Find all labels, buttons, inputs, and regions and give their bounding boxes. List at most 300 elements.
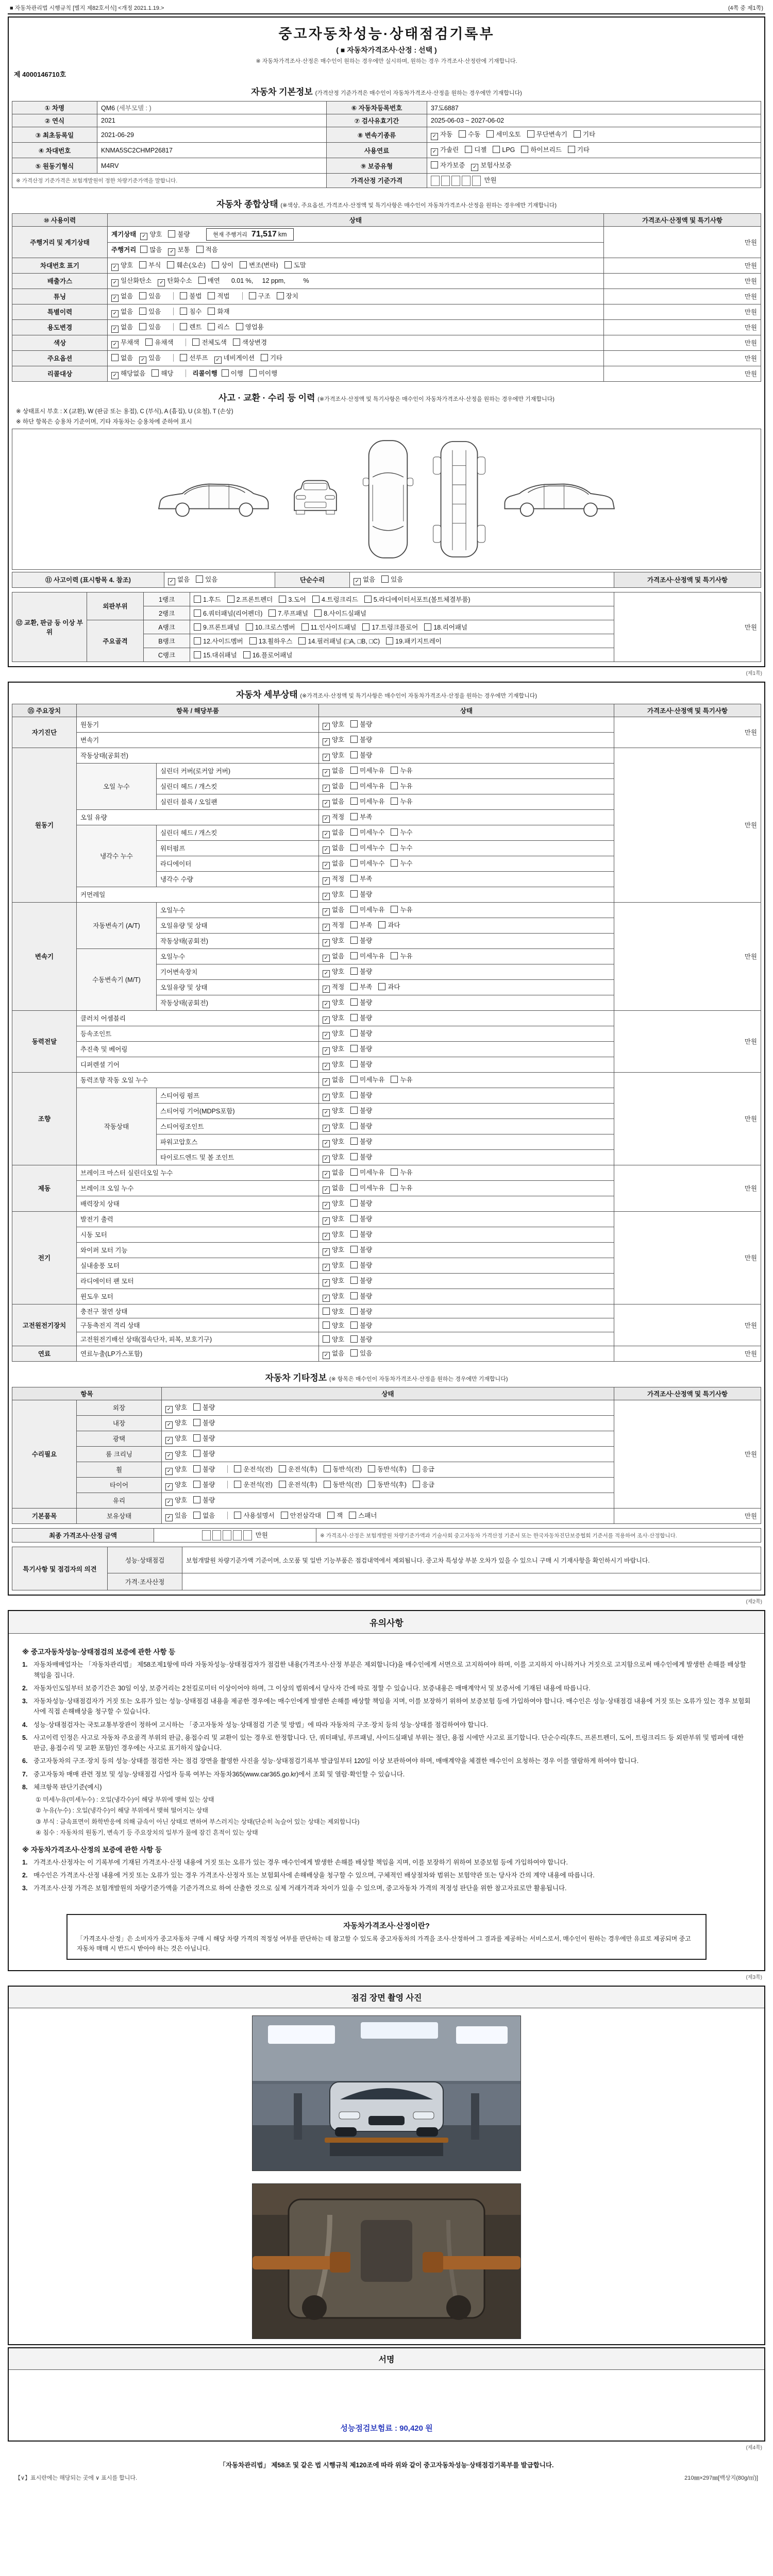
checkbox-icon [350,921,358,928]
checkbox-label: 상이 [221,261,234,269]
checkbox-icon [323,1335,330,1343]
checkbox-icon: ✓ [323,877,330,885]
checkbox-label: 양호 [175,1403,188,1411]
checkbox-icon: ✓ [323,1171,330,1178]
item-label: 오일 유량 [77,809,319,825]
checkbox-label: 도말 [293,261,306,269]
checkbox-icon: ✓ [323,1109,330,1116]
checkbox-label: 있음 [205,575,218,583]
checkbox-option [323,827,344,838]
state-options-cell [319,1149,614,1165]
checkbox-label: 변조(변타) [249,261,278,269]
checkbox-label: 탄화수소 [167,277,192,284]
checkbox-icon [381,575,389,583]
item-label: 작동상태(공회전) [77,748,319,763]
price-cell: 만원 [614,1072,761,1165]
checkbox-icon [391,828,398,836]
checkbox-icon [139,308,146,315]
emission-values: 0.01 %, 12 ppm, % [231,277,309,284]
checkbox-icon: ✓ [323,1279,330,1286]
checkbox-label: 양호 [332,1029,345,1037]
checkbox-option [196,574,217,584]
checkbox-label: 부족 [360,983,373,991]
item-label: 충전구 절연 상태 [77,1304,319,1318]
checkbox-option [323,936,344,946]
checkbox-option [196,245,218,254]
checkbox-option [350,1260,372,1269]
checkbox-icon [327,1512,334,1519]
checkbox-icon [350,890,358,897]
simple-repair-label: 단순수리 [275,572,350,587]
checkbox-label: 불량 [203,1481,215,1488]
state-options-cell [162,1477,614,1493]
checkbox-icon: ✓ [139,357,146,364]
price-survey-info-body: 「가격조사·산정」은 소비자가 중고자동차 구매 시 해당 차량 가격의 적정성 여부를 판단하는 데 참고할 수 있도록 중고자동차의 가격을 조사·산정하여 그 결과를 제공하는 서비스로서, 매수인이 원하는 경우에만 유료로 제공되며 중고자동차 매매 시 반드시 받아야 하는 것은 아닙니다. [76,1935,691,1952]
checkbox-icon: ✓ [111,295,119,302]
checkbox-label: 불량 [360,1122,373,1130]
checkbox-icon [350,1199,358,1207]
item-label: 발전기 출력 [77,1211,319,1227]
checkbox-option [350,1198,372,1208]
item-label: 오일누수 [157,902,319,918]
checkbox-label: 디젤 [474,146,487,154]
checkbox-icon [240,261,247,268]
checkbox-label: 동반석(후) [377,1481,407,1488]
checkbox-option [350,766,384,775]
page-mark-2: (제2쪽) [746,1599,762,1605]
panel-group-label: 외판부위 [87,592,144,620]
checkbox-option [139,307,161,316]
panel-parts-cell [190,634,614,648]
checkbox-icon [486,130,494,138]
checkbox-label: 양호 [332,1246,345,1253]
item-label: 파워고압호스 [157,1134,319,1149]
final-price-table [12,1528,761,1543]
checkbox-option [281,1511,321,1520]
state-options-cell [319,1346,614,1361]
checkbox-option [350,1013,372,1022]
checkbox-icon [350,937,358,944]
odometer-label: 현재 주행거리 [213,231,247,238]
item-label: 고전원전기배선 상태(접속단자, 피복, 보호기구) [77,1332,319,1346]
checkbox-icon: ✓ [165,1483,173,1490]
checkbox-label: 15.대쉬패널 [203,651,237,659]
checkbox-icon [431,161,438,168]
checkbox-label: 없음 [177,575,190,583]
checkbox-option [350,936,372,945]
checkbox-icon: ✓ [323,986,330,993]
checkbox-icon: ✓ [323,1187,330,1194]
checkbox-icon [323,1321,330,1329]
checkbox-option [180,307,201,316]
price-cell: 만원 [614,1400,761,1508]
checkbox-option [350,1245,372,1254]
state-options-cell [108,242,604,258]
checkbox-label: 불량 [203,1450,215,1458]
form-reference-bar [8,2,765,14]
checkbox-icon [493,146,500,153]
checkbox-label: 미세누유 [360,1184,385,1192]
checkbox-icon: ✓ [323,785,330,792]
checkbox-icon [193,1481,200,1488]
usage-item-label: 리콜대상 [12,366,108,381]
checkbox-icon [350,1349,358,1357]
checkbox-option [111,291,133,302]
checkbox-label: 사용설명서 [243,1512,275,1519]
checkbox-icon [208,292,215,299]
state-options-cell [319,1026,614,1041]
checkbox-option [323,1121,344,1132]
checkbox-option [314,608,366,618]
checkbox-option [391,781,412,790]
item-label: 기어변속장치 [157,964,319,979]
item-label: 동력조향 작동 오일 누수 [77,1072,319,1088]
checkbox-option [391,796,412,806]
checkbox-label: 불량 [360,890,373,898]
checkbox-icon [284,261,292,268]
state-options-cell [319,948,614,964]
checkbox-option [249,368,277,378]
checkbox-option [152,368,173,378]
table-row [12,1072,761,1088]
state-options-cell [319,918,614,933]
checkbox-icon: ✓ [111,279,119,286]
checkbox-option [323,905,344,916]
checkbox-icon: ✓ [323,1264,330,1271]
device-label: 전기 [12,1211,77,1304]
item-label: 라디에이터 [157,856,319,871]
checkbox-label: 4.트렁크리드 [321,596,358,603]
checkbox-option [111,337,139,348]
final-price-value: 만원 [154,1528,316,1543]
price-cell: 만원 [604,366,761,381]
state-options-cell [319,964,614,979]
checkbox-icon: ✓ [323,1202,330,1209]
state-options-cell [162,1446,614,1462]
table-row [12,101,761,114]
checkbox-option [391,827,412,837]
checkbox-option [323,1276,344,1286]
checkbox-icon [196,575,203,583]
checkbox-icon [234,1465,241,1472]
notice-item: 2. 자동차인도일부터 보증기간은 30일 이상, 보증거리는 2천킬로미터 이상이어야 하며, 그 이상의 범위에서 당사자 간에 따로 정할 수 있습니다. 보증내용은 매매계약서 및 보증서에 기재된 내용에 따릅니다. [22,1684,591,1692]
checkbox-icon [193,1434,200,1442]
checkbox-option [323,766,344,776]
panel-parts-cell [190,592,614,606]
checkbox-icon [194,623,201,631]
state-options-cell [319,1196,614,1211]
checkbox-label: 양호 [332,1292,345,1300]
checkbox-icon [350,1045,358,1052]
checkbox-label: 불량 [360,1321,373,1329]
state-options-cell [319,763,614,778]
checkbox-icon [574,130,581,138]
checkbox-label: 미세누유 [360,782,385,790]
checkbox-label: 없음 [332,828,345,836]
checkbox-option [140,245,162,254]
base-price-note: ※ 가격산정 기준가격은 보험개발원이 정한 차량기준가액을 말합니다. [12,174,327,188]
notice-body [9,1634,764,1904]
table-row [12,1528,761,1543]
checkbox-label: 있음 [148,308,161,315]
checkbox-label: 있음 [391,575,404,583]
checkbox-label: 양호 [332,1215,345,1223]
checkbox-label: 누유 [400,1076,413,1083]
footer-check-note: 【∨】표시란에는 해당되는 곳에 ∨ 표시를 합니다. [15,2475,138,2482]
checkbox-label: 양호 [332,1122,345,1130]
checkbox-icon [249,292,256,299]
checkbox-label: 적정 [332,921,345,929]
checkbox-label: 양호 [175,1465,188,1473]
checkbox-label: 색상변경 [242,338,267,346]
checkbox-icon [362,623,369,631]
item-label: 오일유량 및 상태 [157,979,319,995]
checkbox-label: 없음 [332,782,345,790]
checkbox-icon [350,828,358,836]
checkbox-icon: ✓ [158,279,165,286]
photo-wrap-2 [9,2176,764,2344]
checkbox-option [350,874,372,883]
item-category-label: 수동변속기 (M/T) [77,948,157,1010]
checkbox-option [233,337,267,347]
checkbox-option [323,858,344,869]
checkbox-option [323,889,344,900]
checkbox-label: 미세누수 [360,844,385,852]
checkbox-icon [350,1292,358,1299]
checkbox-label: 불량 [360,1045,373,1053]
checkbox-option [111,353,133,362]
table-row [12,1211,761,1227]
item-label: 클러치 어셈블리 [77,1010,319,1026]
checkbox-option [350,796,384,806]
checkbox-option [568,145,590,154]
checkbox-option [350,1152,372,1161]
checkbox-option [350,750,372,759]
field-label: ⑨ 보증유형 [327,158,427,174]
checkbox-option [111,276,152,286]
checkbox-icon [413,1465,420,1472]
state-options-cell [319,1211,614,1227]
checkbox-label: 없음 [121,323,133,331]
usage-item-label: 튜닝 [12,289,108,304]
checkbox-option [368,1464,407,1473]
checkbox-option [350,889,372,899]
state-options-cell [319,856,614,871]
cell-sublabel: 주행거리 [111,246,137,253]
checkbox-label: 동반석(전) [332,1465,362,1473]
checkbox-option [139,291,161,300]
checkbox-label: 미세누수 [360,859,385,867]
price-digit-box [243,1530,252,1540]
notice-sub-item: ③ 부식 : 금속표면이 화학반응에 의해 금속이 아닌 상태로 변하여 부스러지는 상태(단순히 녹슬어 있는 상태는 제외합니다) [36,1818,360,1825]
opinion-text: 보험개발원 차량기준가액 기준이며, 소모품 및 일반 기능부품은 점검내역에서 제외됩니다. 중고차 특성상 부분 오차가 있을 수 있으니 구매 시 기재사항을 확인하시기 바랍니다. [182,1547,761,1573]
checkbox-label: 불량 [360,1261,373,1269]
checkbox-label: 양호 [332,736,345,743]
checkbox-option [214,353,255,364]
table-row [12,143,761,158]
field-value: KNMA5SC2CHMP26817 [97,143,327,158]
document-title: 중고자동차성능·상태점검기록부 [278,26,495,42]
inspection-photo-underbody [253,2184,520,2338]
checkbox-icon: ✓ [323,1295,330,1302]
checkbox-option [111,322,133,333]
state-options-cell [319,1242,614,1258]
item-label: 시동 모터 [77,1227,319,1242]
checkbox-icon: ✓ [165,1514,173,1521]
checkbox-label: 세미오토 [496,131,521,138]
checkbox-option [139,260,161,269]
footer-paper-spec: 210㎜×297㎜[백상지(80g/㎡)] [684,2475,758,2482]
field-label: ③ 최초등록일 [12,127,97,143]
checkbox-icon [139,323,146,330]
checkbox-label: 미세누수 [360,828,385,836]
item-label: 타이어 [77,1477,162,1493]
item-label: 실린더 블록 / 오일팬 [157,794,319,809]
table-row [12,1573,761,1590]
checkbox-icon: ✓ [168,578,175,585]
price-cell: 만원 [614,1010,761,1072]
checkbox-label: 양호 [332,890,345,898]
checkbox-label: 양호 [332,1308,345,1315]
table-row [12,127,761,143]
notice-item: 3. 가격조사·산정 가격은 보험개발원의 차량기준가액을 기준가격으로 하여 산출한 것으로 실제 거래가격과 차이가 있을 수 있으며, 중고자동차 가격의 적정성 판단을 위한 참고자료로만 활용됩니다. [22,1885,567,1892]
etc-group-label: 수리필요 [12,1400,77,1508]
etc-info-table [12,1387,761,1524]
checkbox-option [323,982,344,993]
checkbox-option [350,997,372,1007]
state-options-cell [319,1332,614,1346]
table-row [12,350,761,366]
checkbox-label: 없음 [332,798,345,805]
table-row [12,1508,761,1523]
checkbox-icon [350,720,358,727]
field-label: ⑤ 원동기형식 [12,158,97,174]
fee-label: 성능점검보험료 : [340,2424,397,2433]
checkbox-option [145,337,173,347]
checkbox-icon [350,1014,358,1021]
price-cell: 만원 [604,226,761,258]
item-label: 변속기 [77,732,319,748]
checkbox-label: 불량 [360,1029,373,1037]
rank-label: C랭크 [144,648,190,662]
checkbox-icon: ✓ [323,1032,330,1039]
checkbox-icon [194,637,201,645]
item-label: 구동축전지 격리 상태 [77,1318,319,1332]
item-label: 외장 [77,1400,162,1415]
checkbox-option [350,951,384,960]
opinion-text [182,1573,761,1590]
checkbox-icon [391,1184,398,1191]
usage-item-label: 색상 [12,335,108,350]
checkbox-option [364,595,470,604]
checkbox-icon [298,637,306,645]
panel-parts-cell [190,606,614,620]
checkbox-label: 운전석(전) [243,1465,273,1473]
checkbox-label: 적정 [332,875,345,883]
checkbox-icon [386,637,393,645]
state-options-cell [319,732,614,748]
checkbox-label: 적음 [205,246,218,253]
checkbox-icon: ✓ [165,1406,173,1413]
inspector-opinion-table [12,1547,761,1590]
item-label: 냉각수 수량 [157,871,319,887]
checkbox-label: 불량 [360,1199,373,1207]
checkbox-label: 누유 [400,782,413,790]
checkbox-icon [391,844,398,851]
price-digit-box [462,176,470,186]
table-row [12,717,761,732]
overall-state-section-title: 자동차 종합상태 (※색상, 주요옵션, 가격조사·산정액 및 특기사항은 매수인이 자동차가격조사·산정을 원하는 경우에만 기재합니다) [216,199,557,209]
checkbox-option [350,1276,372,1285]
checkbox-option [350,1348,372,1358]
item-label: 내장 [77,1415,162,1431]
checkbox-label: 적법 [217,292,230,300]
checkbox-option [323,1137,344,1147]
field-label: 사용연료 [327,143,427,158]
checkbox-option [167,260,206,269]
state-options-cell [108,335,604,350]
checkbox-icon [194,651,201,658]
checkbox-icon: ✓ [323,1140,330,1147]
checkbox-option [391,858,412,868]
price-cell: 만원 [614,717,761,748]
item-category-label: 오일 누수 [77,763,157,809]
table-header-row: 항목 상태 가격조사·산정액 및 특기사항 [12,1387,761,1400]
field-label: ④ 차대번호 [12,143,97,158]
checkbox-icon [350,1184,358,1191]
field-label: ① 차명 [12,101,97,114]
checkbox-label: 부족 [360,875,373,883]
checkbox-label: 양호 [332,1199,345,1207]
checkbox-label: 불량 [203,1419,215,1427]
checkbox-label: 누유 [400,952,413,960]
checkbox-label: 적정 [332,983,345,991]
checkbox-icon: ✓ [165,1499,173,1506]
checkbox-icon: ✓ [323,831,330,838]
checkbox-icon [140,246,147,253]
checkbox-option [243,650,293,659]
item-label: 라디에이터 팬 모터 [77,1273,319,1289]
checkbox-label: 침수 [189,308,202,315]
checkbox-label: 렌트 [189,323,202,331]
checkbox-option [349,1511,377,1520]
checkbox-icon [350,1215,358,1222]
checkbox-label: 양호 [332,1091,345,1099]
checkbox-label: 없음 [332,859,345,867]
checkbox-icon [350,952,358,959]
checkbox-option [527,129,567,139]
checkbox-option [323,1044,344,1055]
table-row [12,748,761,763]
checkbox-option [165,1433,187,1444]
table-row [12,319,761,335]
checkbox-label: 불량 [177,230,190,238]
state-options-cell [108,273,604,289]
checkbox-option [208,307,229,316]
checkbox-icon [350,1230,358,1238]
checkbox-icon [196,246,204,253]
state-options-cell [319,979,614,995]
checkbox-icon: ✓ [323,1156,330,1163]
checkbox-icon [180,354,187,361]
checkbox-label: 미세누유 [360,798,385,805]
page-3-block [8,1610,765,1971]
usage-item-label: 특별이력 [12,304,108,319]
checkbox-label: 무채색 [121,338,140,346]
checkbox-icon: ✓ [323,769,330,776]
notice-heading: ※ 자동차가격조사·산정의 보증에 관한 사항 등 [22,1845,162,1854]
checkbox-option [165,1449,187,1460]
